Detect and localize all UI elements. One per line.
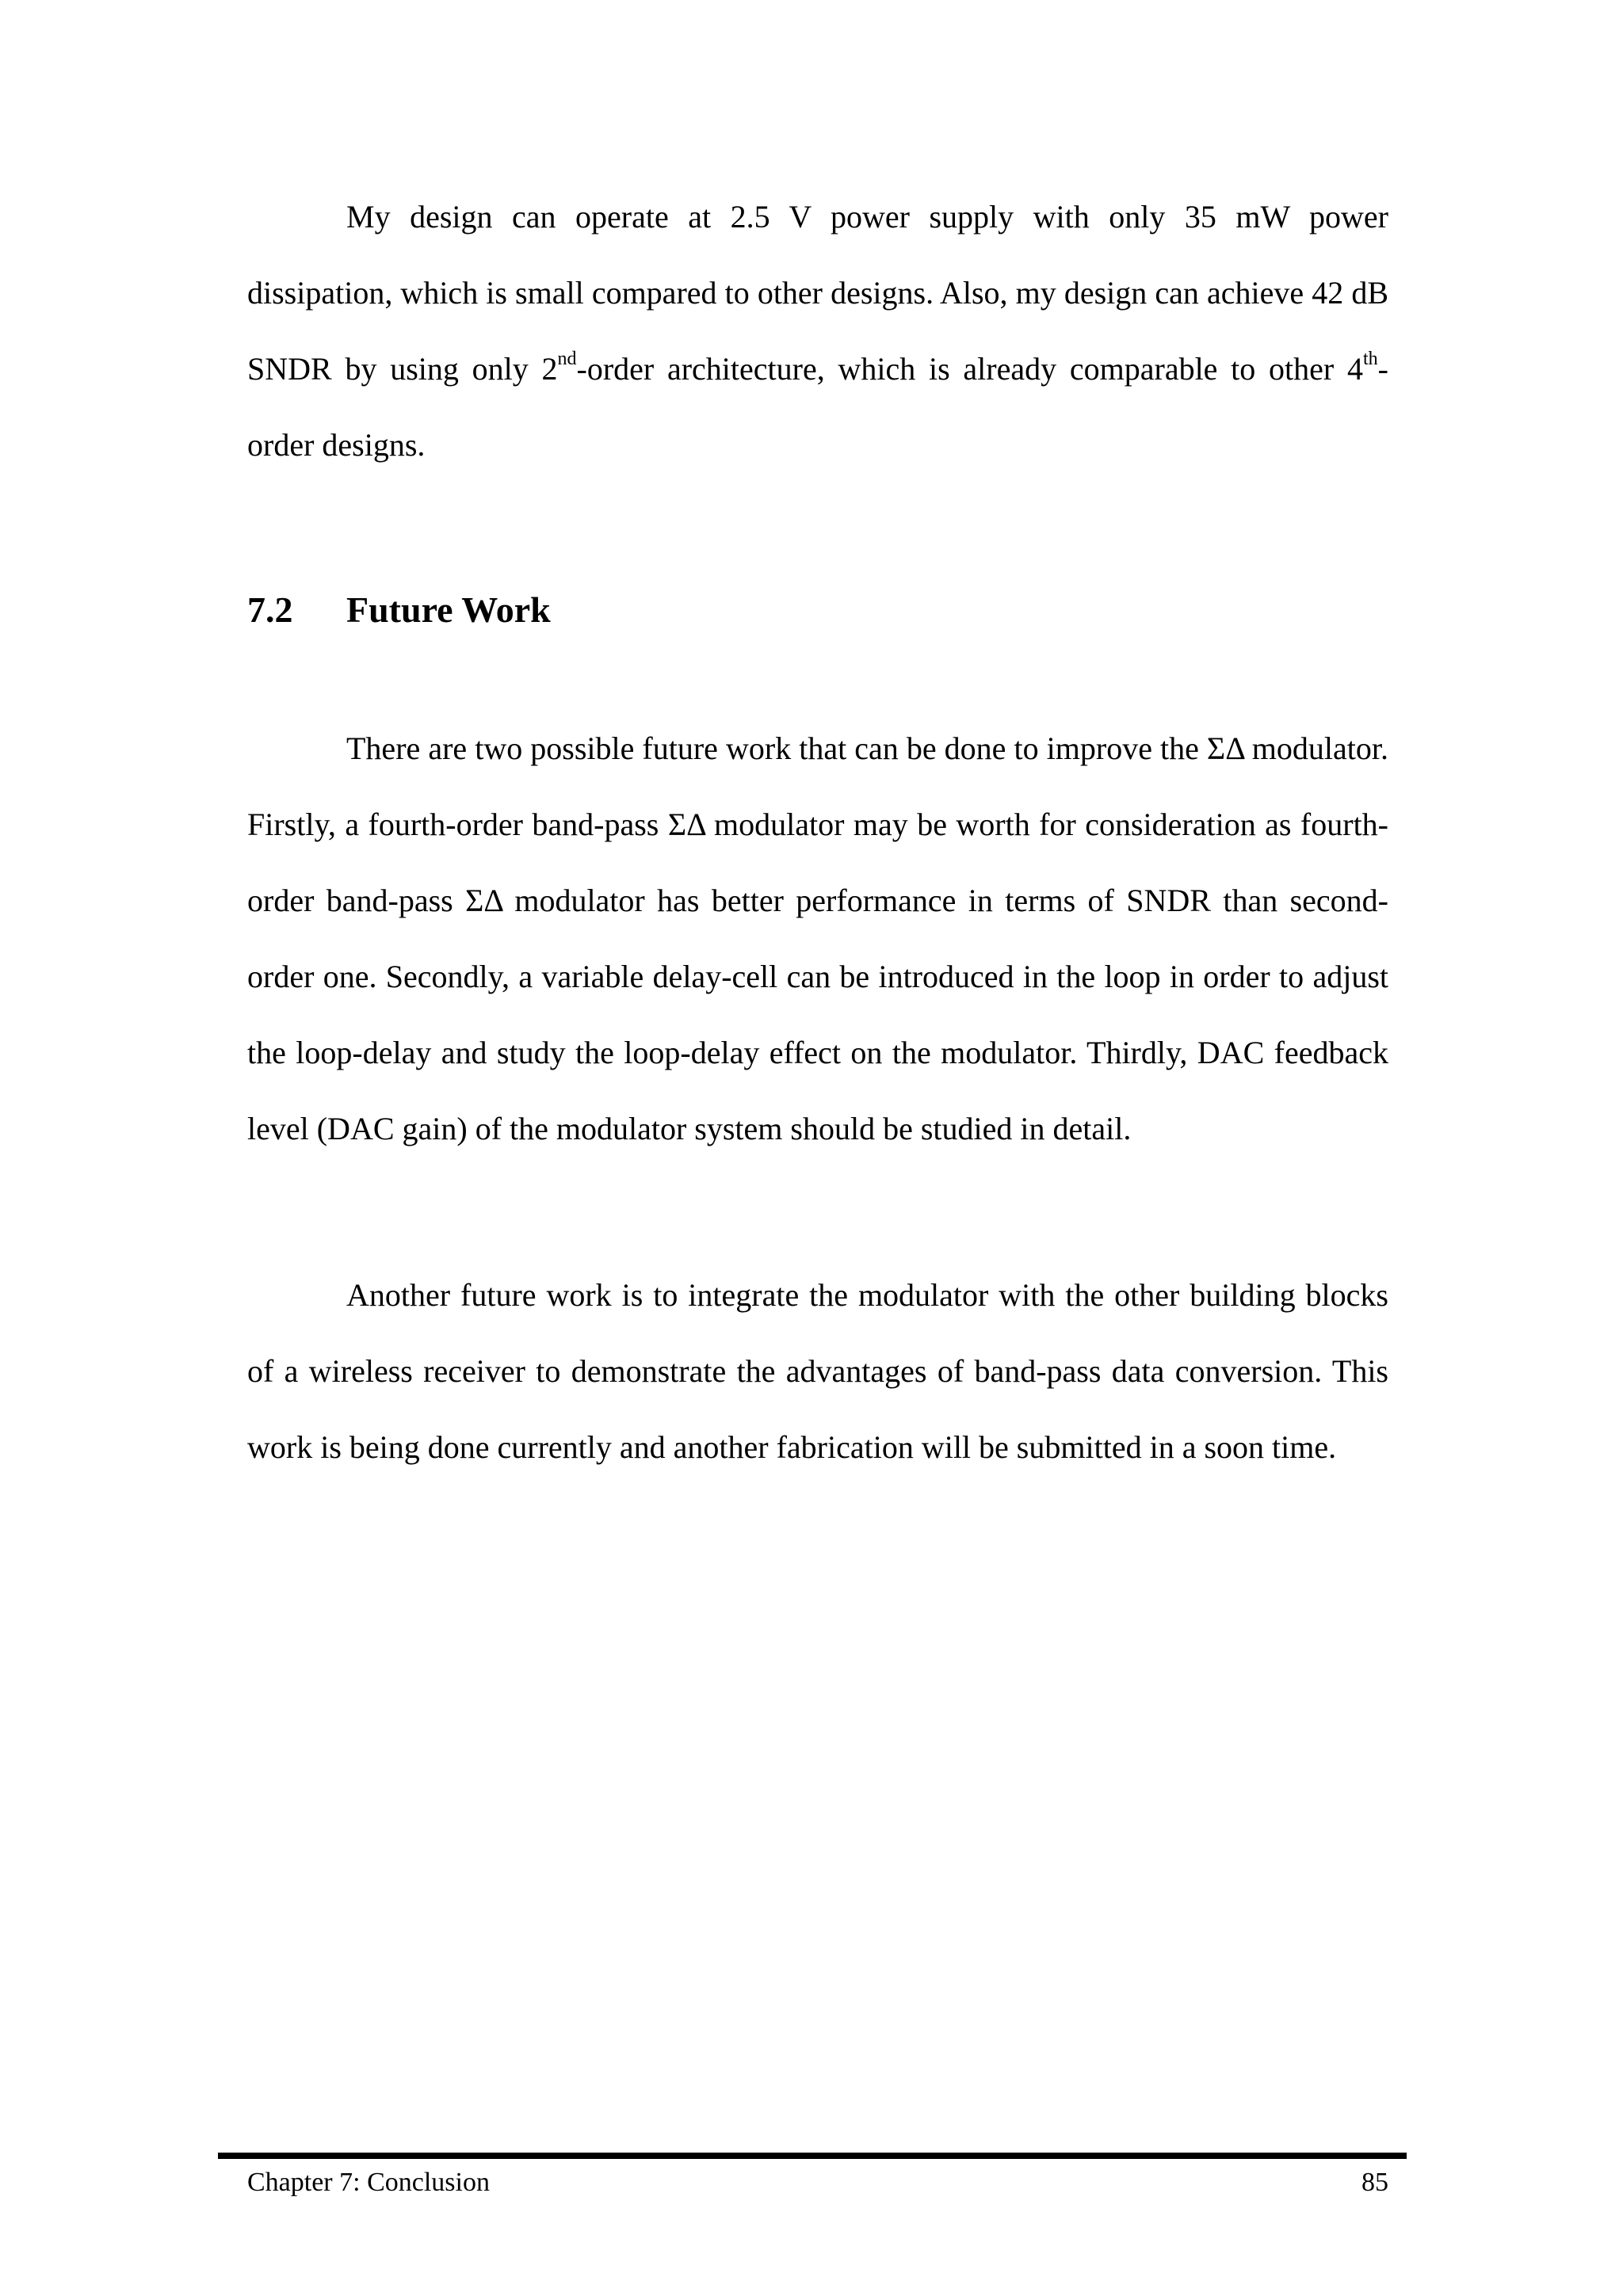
footer-page-number: 85 (1361, 2168, 1388, 2197)
section-number: 7.2 (247, 589, 293, 630)
paragraph-future-work (247, 711, 1388, 1167)
footer-divider (218, 2153, 1407, 2159)
section-title: Future Work (346, 589, 551, 630)
paragraph-text: -order designs. (247, 351, 1388, 463)
superscript-nd: nd (557, 348, 577, 369)
paragraph-integration (247, 1257, 1388, 1486)
paragraph-text: My design can operate at 2.5 V power supply with only 35 mW power dissipation, which is small compared to other designs. Also, my design can achieve 42 dB SNDR by using only 2 (247, 199, 1388, 387)
superscript-th: th (1363, 348, 1378, 369)
footer-chapter-title: Chapter 7: Conclusion (247, 2168, 490, 2197)
paragraph-design-summary (247, 179, 1388, 483)
paragraph-text: There are two possible future work that can be done to improve the ΣΔ modulator. Firstly, a fourth-order band-pass ΣΔ modulator may be worth for consideration as fourth-order band-pass ΣΔ modulator has better performance in terms of SNDR than second-order one. Secondly, a variable delay-cell can be introduced in the loop in order to adjust the loop-delay and study the loop-delay effect on the modulator. Thirdly, DAC feedback level (DAC gain) of the modulator system should be studied in detail. (247, 730, 1388, 1146)
section-heading (247, 586, 551, 634)
paragraph-text: -order architecture, which is already comparable to other 4 (576, 351, 1363, 387)
paragraph-text: Another future work is to integrate the modulator with the other building blocks of a wireless receiver to demonstrate the advantages of band-pass data conversion. This work is being done currently and another fabrication will be submitted in a soon time. (247, 1277, 1388, 1465)
